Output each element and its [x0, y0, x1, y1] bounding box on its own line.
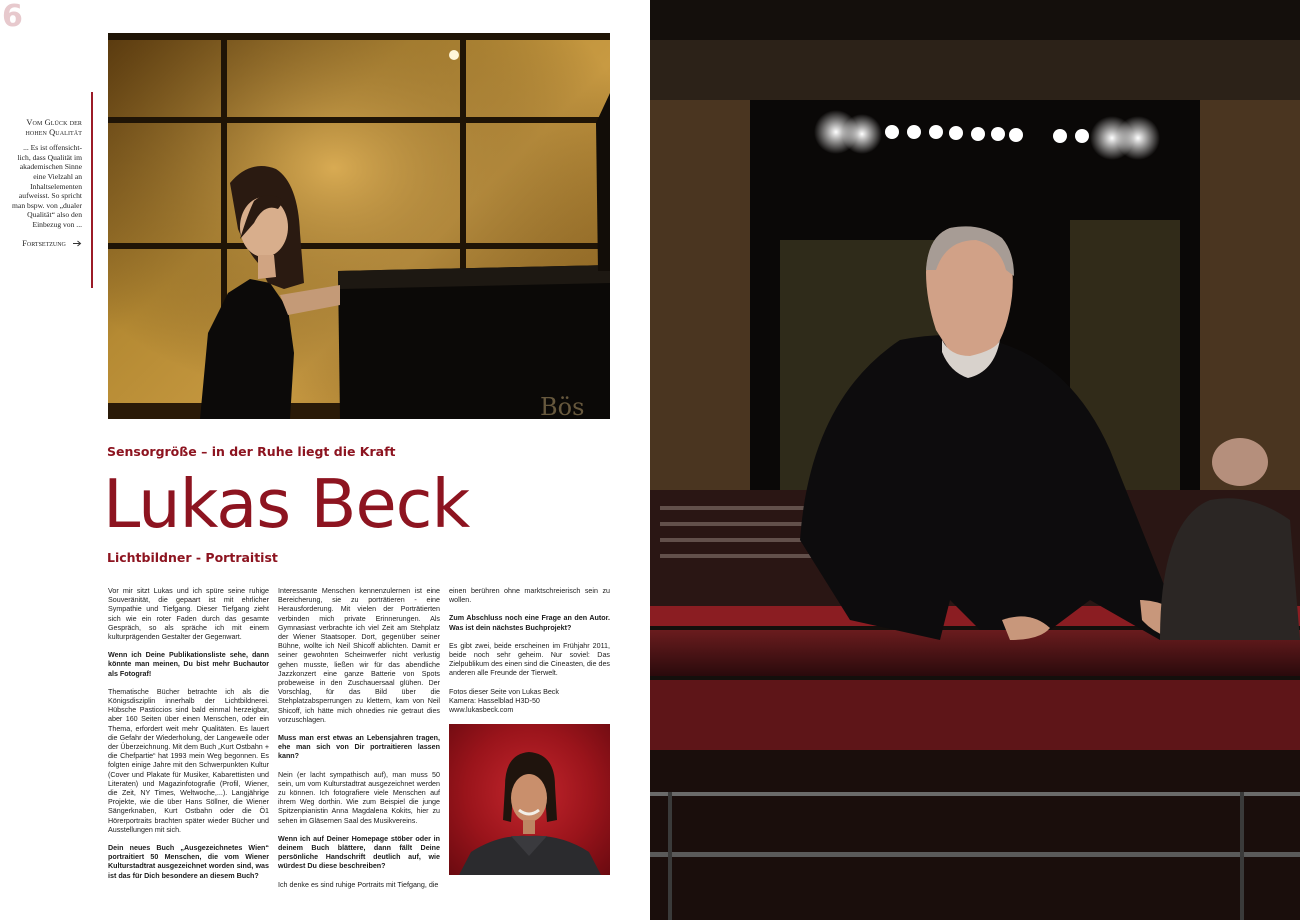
- paragraph: Interessante Menschen kennenzulernen ist eine Bereicherung, sie zu porträtieren - eine Herausforderung. Mit vielen der Porträtierten verbinden mich private Erinnerungen. Als Gymnasiast verbrachte ich viel Zeit am Stehplatz der Wiener Staatsoper. Dort, gegenüber seiner Bühne, wollte ich Neil Shicoff ablichten. Damit er seiner gewohnten Scheinwerfer nicht verlustig gehen musste, ließen wir für das abendliche Jazzkonzert eine ganze Batterie von Spots probeweise in den Zuschauersaal glühen. Der Vorschlag, für das Bild über die Stehplatzabsperrungen zu klettern, kam von Neil Shicoff, ich hätte mich ohnedies nie getraut dies vorzuschlagen.: [278, 587, 440, 724]
- interview-question: Wenn ich Deine Publikationsliste sehe, dann könnte man meinen, Du bist mehr Buchautor als Fotograf!: [108, 651, 269, 678]
- stage-portrait-photo: [650, 0, 1300, 920]
- body-column-1: [108, 587, 269, 890]
- website-link[interactable]: www.lukasbeck.com: [449, 706, 514, 715]
- interview-question: Muss man erst etwas an Lebensjahren tragen, ehe man sich von Dir portraitieren lassen kann?: [278, 734, 440, 761]
- sidebar-continue-label: Fortsetzung: [22, 238, 66, 248]
- sidebar-title-line1: Vom Glück der: [26, 118, 82, 127]
- stage-photo-art: [650, 0, 1300, 920]
- paragraph: Nein (er lacht sympathisch auf), man muss 50 sein, um vom Kulturstadtrat ausgezeichnet werden zu können. Ich fotografiere viele Menschen auf ihrem Weg dorthin. Wie zum Beispiel die junge Spitzenpianistin Anna Magdalena Kokits, hier zu sehen im Gläsernen Saal des Musikvereins.: [278, 770, 440, 825]
- paragraph: Es gibt zwei, beide erscheinen im Frühjahr 2011, beide noch sehr geheim. Nur soviel: Das Zielpublikum des einen sind die Cineasten, die des anderen alle Freunde der Tierwelt.: [449, 641, 610, 678]
- sidebar-text: ... Es ist offensicht-lich, dass Qualität im akademischen Sinne eine Vielzahl an Inhaltselementen aufweisst. So spricht man bspw. von „dualer Qualität“ also den Einbezug von ...: [12, 143, 82, 229]
- body-column-2: [278, 587, 440, 899]
- camera-credit: Kamera: Hasselblad H3D-50: [449, 696, 540, 705]
- sidebar-title-line2: hohen Qualität: [25, 127, 82, 137]
- sidebar-title: [10, 118, 82, 137]
- portrait-art: [449, 724, 610, 875]
- body-column-3: [449, 587, 610, 715]
- article-kicker: Sensorgröße – in der Ruhe liegt die Kraft: [107, 444, 396, 459]
- interview-question: Dein neues Buch „Ausgezeichnetes Wien“ portraitiert 50 Menschen, die vom Wiener Kulturstadtrat ausgezeichnet worden sind, was ist das für Dich besondere an diesem Buch?: [108, 844, 269, 880]
- arrow-right-icon: [72, 240, 82, 247]
- paragraph: Vor mir sitzt Lukas und ich spüre seine ruhige Souveränität, die gepaart ist mit ehrlicher Sympathie und Tiefgang. Dieser Tiefgang zieht sich wie ein roter Faden durch das gesamte Gespräch, so als spräche ich mit einem kulturprägenden Gestalter der Gegenwart.: [108, 587, 269, 642]
- sidebar-teaser: [10, 118, 82, 248]
- sidebar-rule: [91, 92, 93, 288]
- pianist-photo: [108, 33, 610, 419]
- article-headline: Lukas Beck: [103, 465, 470, 543]
- svg-text:Bös: Bös: [540, 393, 585, 419]
- interview-question: Wenn ich auf Deiner Homepage stöber oder in deinem Buch blättere, dann fällt Deine persönliche Handschrift deutlich auf, wie würdest Du diese beschreiben?: [278, 834, 440, 871]
- page-number-left: 6: [2, 0, 23, 34]
- article-subhead: Lichtbildner - Portraitist: [107, 550, 278, 565]
- paragraph: Ich denke es sind ruhige Portraits mit Tiefgang, die: [278, 880, 439, 889]
- paragraph: einen berühren ohne marktschreierisch sein zu wollen.: [449, 587, 610, 605]
- paragraph: Thematische Bücher betrachte ich als die Königsdisziplin innerhalb der Lichtbildnerei. Hübsche Pasticcios sind bald einmal herzeigbar, aber 160 Seiten über einen Menschen, oder ein Thema, erfordert weit mehr Qualitäten. Es lauert die Gefahr der Wiederholung, der Langeweile oder der Überzeichnung. Mit dem Buch „Kurt Ostbahn + die Chefpartie“ hat 1993 mein Weg begonnen. Es folgten einige Jahre mit den Schwerpunkten Kultur (Cover und Plakate für Musiker, Kabarettisten und Literaten) und Magazinfotografie (Profil, Wiener, die Zeit, NY Times, Weltwoche,...). Langjährige Projekte, wie die über Hans Söllner, die Wiener Sängerknaben, Kurt Ostbahn oder die Ö1 Hörerportraits brachten später wieder Bücher und Ausstellungen mit sich.: [108, 687, 269, 834]
- photo-credit: Fotos dieser Seite von Lukas Beck: [449, 687, 559, 696]
- photographer-portrait-photo: [449, 724, 610, 875]
- pianist-photo-art: [108, 33, 610, 419]
- sidebar-continue-link[interactable]: [10, 239, 82, 249]
- interview-question: Zum Abschluss noch eine Frage an den Autor. Was ist dein nächstes Buchprojekt?: [449, 614, 610, 632]
